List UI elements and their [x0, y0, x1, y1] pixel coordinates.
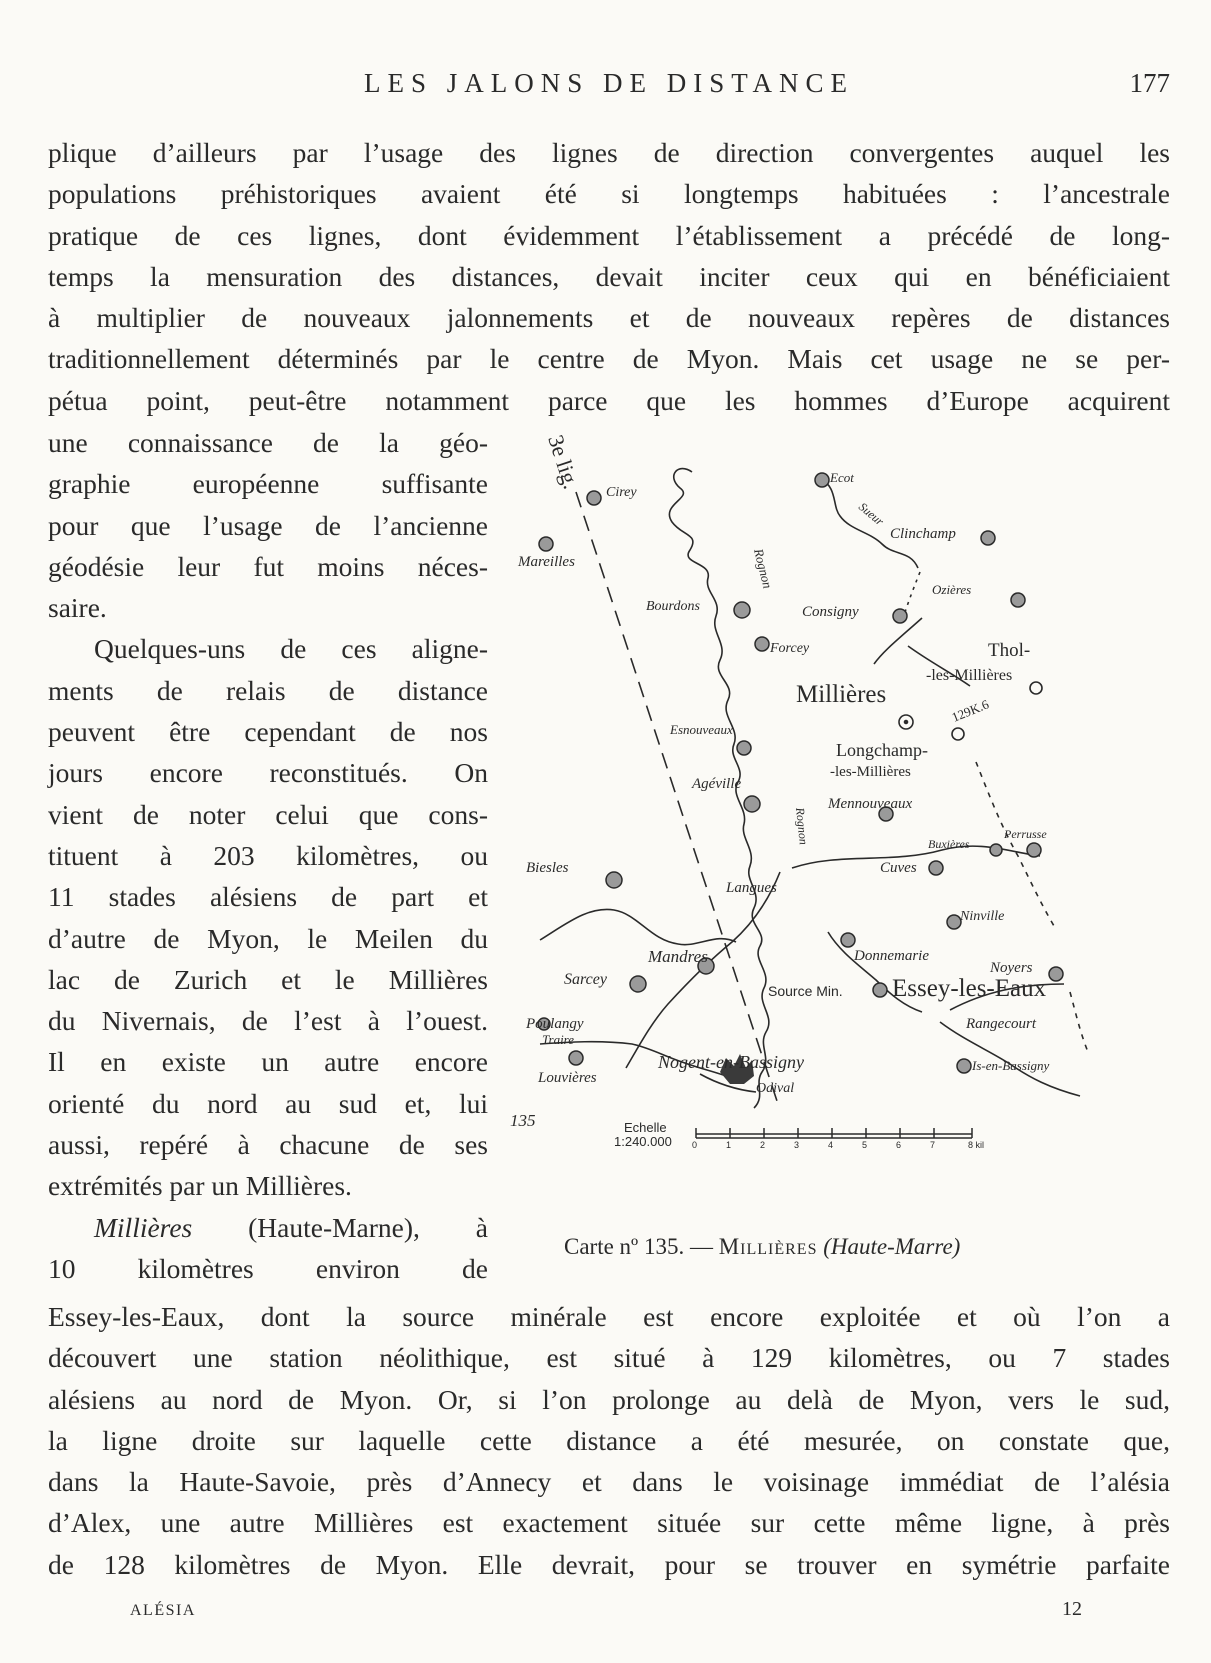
text-line: traditionnellement déterminés par le centre de Myon. Mais cet usage ne se per- — [48, 343, 1170, 375]
map-label: Perrusse — [1004, 827, 1047, 841]
map-label: Rangecourt — [966, 1016, 1036, 1032]
text-line: la ligne droite sur laquelle cette distance a été mesurée, on constate que, — [48, 1424, 1170, 1456]
map-number: 135 — [510, 1111, 536, 1130]
town-thol-marker — [1030, 682, 1042, 694]
map-label: Clinchamp — [890, 526, 956, 542]
text-line: ments de relais de distance — [48, 674, 488, 706]
scale-word: Echelle — [624, 1120, 667, 1135]
page-footer — [48, 1598, 1170, 1628]
map-label: Cuves — [880, 860, 917, 876]
town-perrusse-marker — [1027, 843, 1041, 857]
scale-ratio: 1:240.000 — [614, 1134, 672, 1149]
map-label-millieres: Millières — [796, 681, 887, 708]
scale-tick: 4 — [828, 1140, 834, 1150]
town-sarcey-marker — [630, 976, 646, 992]
page-number: 177 — [1129, 68, 1170, 98]
text-line: pratique de ces lignes, dont évidemment l’établissement a précédé de long- — [48, 219, 1170, 251]
town-mareilles-marker — [539, 537, 553, 551]
text-line: Essey-les-Eaux, dont la source minérale est encore exploitée et où l’on a — [48, 1301, 1170, 1332]
map-label: Longchamp- — [836, 740, 928, 760]
text-line: temps la mensuration des distances, devait inciter ceux qui en bénéficiaient — [48, 260, 1170, 292]
emphasis-millieres: Millières — [94, 1211, 193, 1243]
signature-mark: ALÉSIA — [130, 1602, 196, 1619]
text-line: aussi, repéré à chacune de ses — [48, 1129, 488, 1161]
map-label: Rognon — [793, 806, 811, 846]
text-line: peuvent être cependant de nos — [48, 716, 488, 748]
map-label: Cirey — [606, 485, 637, 500]
map-label: Is-en-Bassigny — [972, 1058, 1050, 1073]
text-line: tituent à 203 kilomètres, ou — [48, 839, 488, 871]
map-label: Poulangy — [526, 1016, 584, 1032]
map-label: Mareilles — [518, 554, 575, 570]
text-line: plique d’ailleurs par l’usage des lignes de direction convergentes auquel les — [48, 137, 1170, 168]
scale-bar — [696, 1128, 972, 1138]
town-bourdons-marker — [734, 602, 750, 618]
map-label: Esnouveaux — [670, 722, 733, 737]
text-line: d’autre de Myon, le Meilen du — [48, 922, 488, 954]
text-line: orienté du nord au sud et, lui — [48, 1087, 488, 1119]
scale-tick: 5 — [862, 1140, 868, 1150]
caption-region: (Haute-Marre) — [823, 1234, 961, 1259]
page-header — [48, 68, 1170, 108]
text-line: d’Alex, une autre Millières est exactement située sur cette même ligne, à près — [48, 1507, 1170, 1539]
figure-caption — [564, 1234, 1144, 1260]
map-label: Agéville — [692, 776, 742, 792]
map-label: Traire — [542, 1032, 575, 1047]
map-label: Sueur — [856, 499, 887, 529]
text-line: découvert une station néolithique, est situé à 129 kilomètres, ou 7 stades — [48, 1342, 1170, 1374]
map-label: Nogent-en-Bassigny — [658, 1052, 804, 1072]
text-line: pétua point, peut-être notamment parce que les hommes d’Europe acquirent — [48, 384, 1170, 416]
map-label: Noyers — [990, 960, 1033, 976]
text-line: saire. — [48, 592, 107, 624]
paragraph-bottom — [48, 1296, 1170, 1585]
scale-tick: 6 — [896, 1140, 902, 1150]
town-ozieres-marker — [1011, 593, 1025, 607]
text-line: une connaissance de la géo- — [48, 427, 488, 458]
map-figure — [510, 431, 1180, 1242]
text-line: lac de Zurich et le Millières — [48, 963, 488, 995]
town-cirey-marker — [587, 491, 601, 505]
sheet-number: 12 — [1062, 1598, 1082, 1620]
road-biesles — [540, 909, 736, 944]
town-buxieres-marker — [990, 844, 1002, 856]
scale-tick: 0 — [692, 1140, 698, 1150]
map-label: Biesles — [526, 860, 569, 876]
map-label: Sarcey — [564, 971, 607, 988]
text-line: vient de noter celui que cons- — [48, 798, 488, 830]
map-label: Ozières — [932, 582, 972, 597]
scale-tick: 1 — [726, 1140, 732, 1150]
map-label: Thol- — [988, 640, 1031, 661]
town-ageville-marker — [744, 796, 760, 812]
text-line — [48, 1207, 488, 1248]
town-is-marker — [957, 1059, 971, 1073]
map-label: Langues — [726, 880, 777, 896]
scale-tick: 3 — [794, 1140, 800, 1150]
text-line: géodésie leur fut moins néces- — [48, 550, 488, 582]
road-thol — [874, 618, 922, 664]
town-longchamp-marker — [952, 728, 964, 740]
text-line: populations préhistoriques avaient été si longtemps habituées : l’ancestrale — [48, 178, 1170, 210]
map-label: -les-Millières — [830, 764, 911, 780]
map-label: Odival — [756, 1081, 795, 1096]
map-label: Source Min. — [768, 983, 843, 999]
route-dashed-east — [976, 762, 1054, 926]
town-esnouveaux-marker — [737, 741, 751, 755]
town-louvieres-marker — [569, 1051, 583, 1065]
map-label: Ecot — [830, 470, 854, 485]
text-line: alésiens au nord de Myon. Or, si l’on prolonge au delà de Myon, vers le sud, — [48, 1383, 1170, 1415]
town-biesles-marker — [606, 872, 622, 888]
map-label: Louvières — [538, 1070, 597, 1086]
paragraph-left-column — [48, 422, 488, 1289]
text-line: de 128 kilomètres de Myon. Elle devrait, pour se trouver en symétrie parfaite — [48, 1548, 1170, 1580]
text-line: Il en existe un autre encore — [48, 1046, 488, 1078]
caption-place: Millières — [718, 1234, 818, 1259]
text-fragment: (Haute-Marne), à — [192, 1211, 488, 1243]
text-line: graphie européenne suffisante — [48, 468, 488, 500]
map-label: -les-Millières — [926, 667, 1013, 684]
map-label: Donnemarie — [854, 948, 929, 964]
town-noyers-marker — [1049, 967, 1063, 981]
scale-tick: 7 — [930, 1140, 936, 1150]
running-title: LES JALONS DE DISTANCE — [363, 68, 855, 98]
map-label-distance: 129K.6 — [949, 696, 991, 725]
town-source-marker — [873, 983, 887, 997]
map-label: Mandres — [648, 947, 708, 966]
text-line: jours encore reconstitués. On — [48, 757, 488, 789]
town-forcey-marker — [755, 637, 769, 651]
town-clinchamp-marker — [981, 531, 995, 545]
map-label-essey: Essey-les-Eaux — [892, 975, 1047, 1002]
caption-prefix: Carte nº 135. — — [564, 1234, 719, 1259]
text-line: extrémités par un Millières. — [48, 1170, 352, 1202]
text-line: 11 stades alésiens de part et — [48, 881, 488, 913]
map-label: Forcey — [770, 641, 810, 656]
map-label: Buxières — [928, 837, 970, 851]
map-label: Bourdons — [646, 599, 700, 614]
map-label: Mennouveaux — [828, 796, 913, 812]
scale-tick: 8 kil — [968, 1140, 985, 1150]
map-label: Ninville — [960, 909, 1005, 924]
river-sueur — [820, 478, 918, 568]
text-line: dans la Haute-Savoie, près d’Annecy et dans le voisinage immédiat de l’alésia — [48, 1466, 1170, 1498]
town-ninville-marker — [947, 915, 961, 929]
text-line: 10 kilomètres environ de — [48, 1252, 488, 1284]
map-label: Consigny — [802, 604, 859, 620]
paragraph-top — [48, 132, 1170, 421]
town-donnemarie-marker — [841, 933, 855, 947]
text-line: du Nivernais, de l’est à l’ouest. — [48, 1005, 488, 1037]
route-dashed-east-2 — [1070, 992, 1088, 1052]
text-line: à multiplier de nouveaux jalonnements et de nouveaux repères de distances — [48, 302, 1170, 334]
town-ecot-marker — [815, 473, 829, 487]
text-line: Quelques-uns de ces aligne- — [94, 633, 488, 665]
scale-tick: 2 — [760, 1140, 766, 1150]
map-label: Rognon — [751, 547, 776, 590]
town-consigny-marker — [893, 609, 907, 623]
map-line-label: 3e lig. — [543, 431, 585, 492]
town-cuves-marker — [929, 861, 943, 875]
text-line: pour que l’usage de l’ancienne — [48, 509, 488, 541]
